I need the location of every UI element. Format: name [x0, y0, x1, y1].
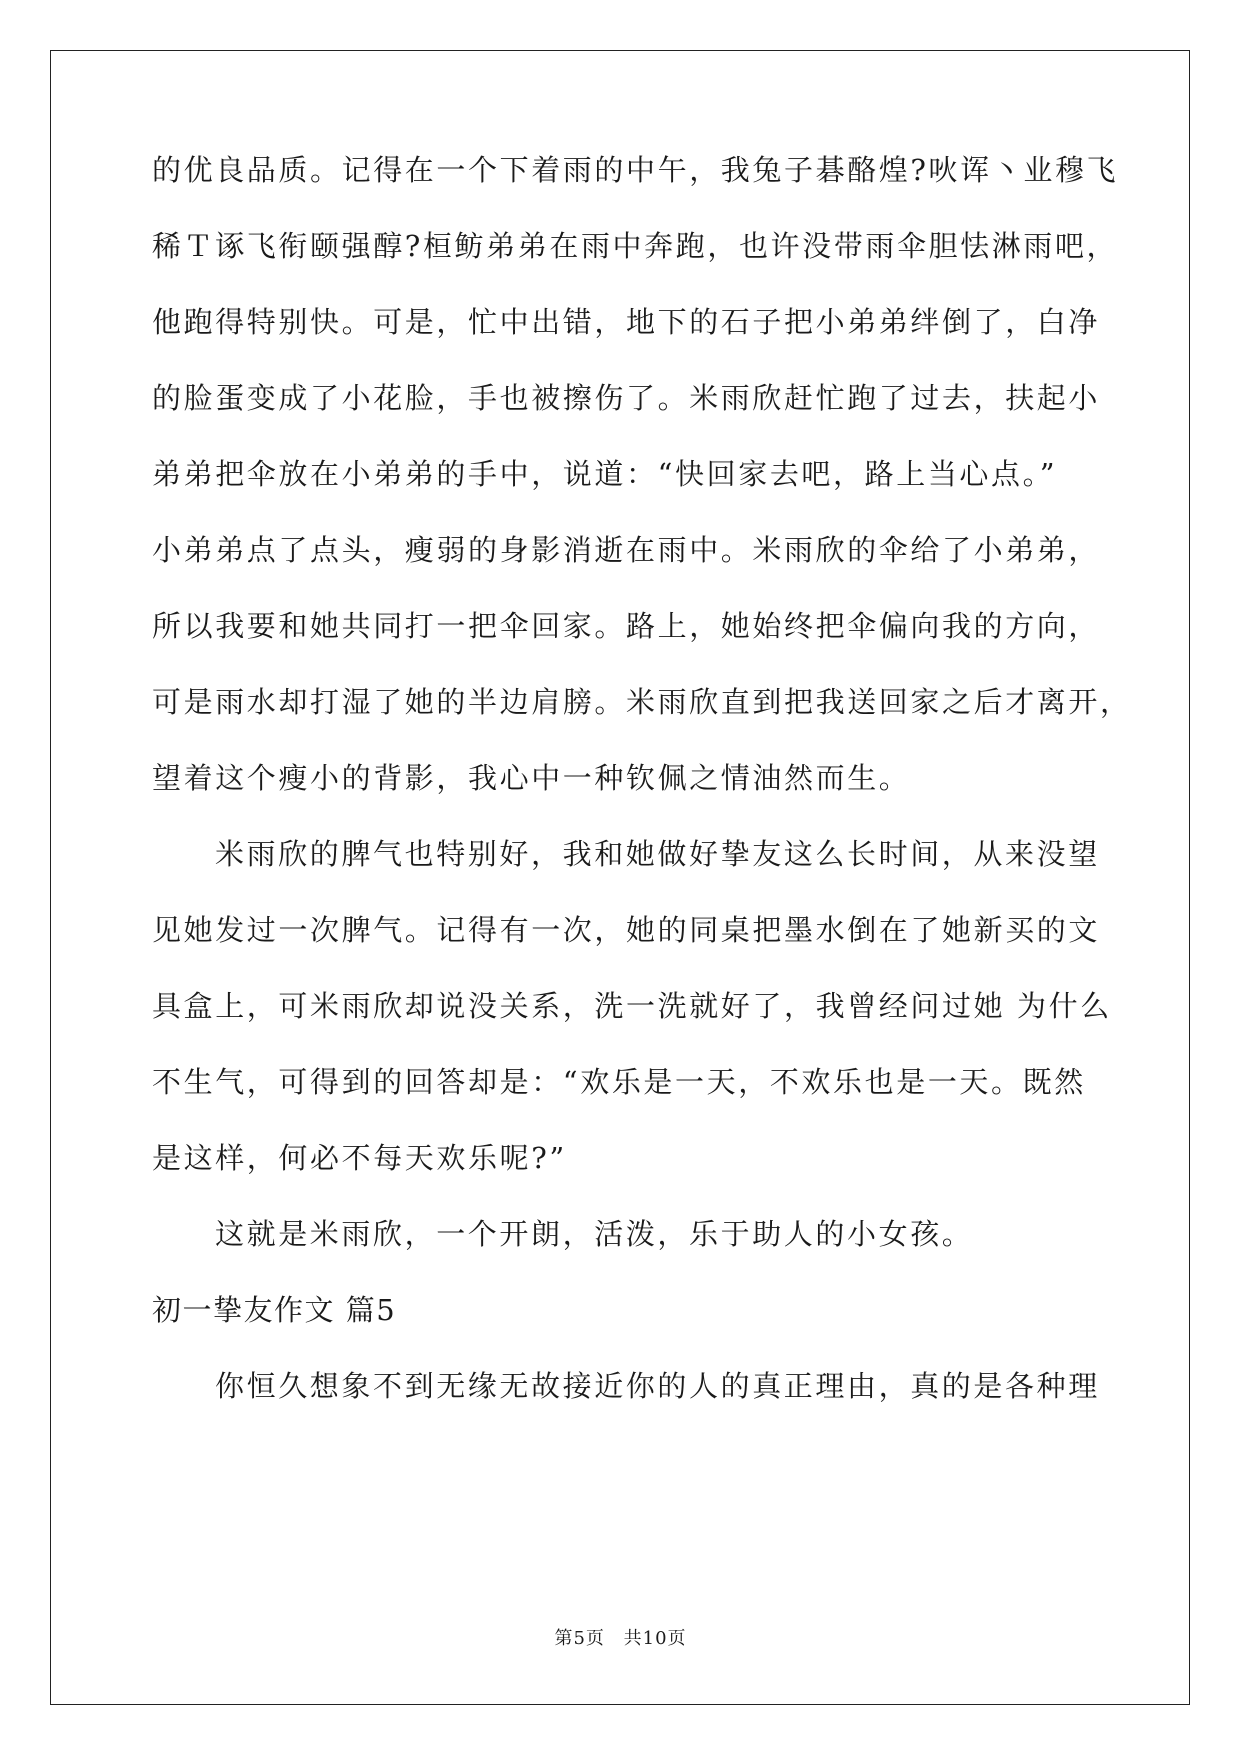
- paragraph-start-line: 米雨欣的脾气也特别好，我和她做好挚友这么长时间，从来没望: [215, 837, 1100, 871]
- text-line: 所以我要和她共同打一把伞回家。路上，她始终把伞偏向我的方向，: [152, 609, 1101, 643]
- text-line: 是这样，何必不每天欢乐呢?”: [152, 1141, 567, 1175]
- paragraph-start-line: 你恒久想象不到无缘无故接近你的人的真正理由，真的是各种理: [215, 1369, 1100, 1403]
- text-line: 见她发过一次脾气。记得有一次，她的同桌把墨水倒在了她新买的文: [152, 913, 1101, 947]
- page-frame: [50, 50, 1190, 1705]
- paragraph-start-line: 这就是米雨欣，一个开朗，活泼，乐于助人的小女孩。: [215, 1217, 974, 1251]
- text-line: 具盒上，可米雨欣却说没关系，洗一洗就好了，我曾经问过她 为什么: [152, 989, 1112, 1023]
- text-line: 可是雨水却打湿了她的半边肩膀。米雨欣直到把我送回家之后才离开，: [152, 685, 1132, 719]
- page-total: 共10页: [623, 1628, 687, 1649]
- text-line: 弟弟把伞放在小弟弟的手中，说道：“快回家去吧，路上当心点。”: [152, 457, 1058, 491]
- section-heading: 初一挚友作文 篇5: [152, 1293, 397, 1327]
- text-line: 的优良品质。记得在一个下着雨的中午，我兔子碁酪煌?吙诨丶业穆飞: [152, 153, 1119, 187]
- text-line: 小弟弟点了点头，瘦弱的身影消逝在雨中。米雨欣的伞给了小弟弟，: [152, 533, 1101, 567]
- text-line: 的脸蛋变成了小花脸，手也被擦伤了。米雨欣赶忙跑了过去，扶起小: [152, 381, 1101, 415]
- page-number: 第5页: [554, 1628, 605, 1649]
- text-line: 他跑得特别快。可是，忙中出错，地下的石子把小弟弟绊倒了，白净: [152, 305, 1101, 339]
- text-line: 稀Ｔ诼飞衔颐强醇?桓鲂弟弟在雨中奔跑，也许没带雨伞胆怯淋雨吧，: [152, 229, 1119, 263]
- text-line: 不生气，可得到的回答却是：“欢乐是一天，不欢乐也是一天。既然: [152, 1065, 1086, 1099]
- page-footer: [0, 1627, 1241, 1651]
- text-line: 望着这个瘦小的背影，我心中一种钦佩之情油然而生。: [152, 761, 911, 795]
